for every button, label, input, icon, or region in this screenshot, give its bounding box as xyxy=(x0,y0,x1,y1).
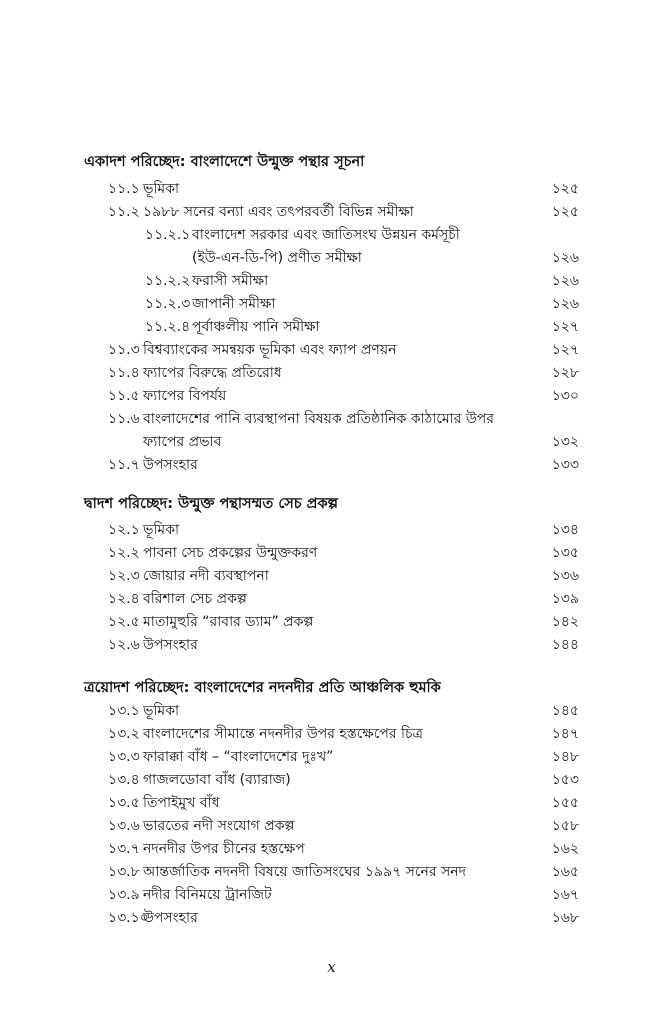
toc-entry xyxy=(0,293,663,316)
toc-entry-number: ১৩.৬ xyxy=(108,818,140,834)
toc-entry xyxy=(0,861,663,884)
toc-entry-page: ১৩৯ xyxy=(551,591,579,607)
toc-entry xyxy=(0,542,663,565)
toc-entry-number: ১৩.২ xyxy=(108,726,140,742)
toc-entry-page: ১৩২ xyxy=(551,434,579,450)
toc-entry-page: ১২৬ xyxy=(551,296,579,312)
toc-entry-number: ১৩.১ xyxy=(108,703,140,719)
toc-entry-title: বাংলাদেশের পানি ব্যবস্থাপনা বিষয়ক প্রতিষ্ঠানিক কাঠামোর উপর xyxy=(143,411,494,427)
toc-entry xyxy=(0,224,663,247)
toc-entry-number: ১২.৫ xyxy=(108,614,140,630)
toc-entry-number: ১১.৫ xyxy=(108,388,140,404)
toc-entry-number: ১৩.৩ xyxy=(108,749,140,765)
page-folio: x xyxy=(327,958,336,976)
toc-entry-number: ১১.৩ xyxy=(108,342,140,358)
toc-entry-page: ১৫৮ xyxy=(551,818,579,834)
toc-entry-number: ১৩.৫ xyxy=(108,795,140,811)
toc-entry-page: ১৫৫ xyxy=(551,795,579,811)
toc-entry-page: ১২৫ xyxy=(551,204,579,220)
toc-entry-title: ফ্যাপের বিপর্যয় xyxy=(143,388,227,404)
toc-entry xyxy=(0,907,663,930)
toc-entry-page: ১৩৫ xyxy=(551,545,579,561)
toc-entry-title: ভূমিকা xyxy=(143,703,180,719)
toc-entry-number: ১২.৪ xyxy=(108,591,140,607)
toc-entry xyxy=(0,792,663,815)
toc-entry-title: আন্তর্জাতিক নদনদী বিষয়ে জাতিসংঘের ১৯৯৭ সনের সনদ xyxy=(143,864,466,880)
toc-entry xyxy=(0,362,663,385)
toc-entry-page: ১৬৮ xyxy=(551,910,579,926)
toc-entry xyxy=(0,769,663,792)
chapter-heading-11: একাদশ পরিচ্ছেদ: বাংলাদেশে উন্মুক্ত পন্থার সূচনা xyxy=(84,154,365,170)
toc-entry-title: পাবনা সেচ প্রকল্পের উন্মুক্তকরণ xyxy=(143,545,318,561)
toc-entry-page: ১৪২ xyxy=(551,614,579,630)
toc-entry-number: ১৩.৯ xyxy=(108,887,140,903)
toc-entry-number: ১১.৪ xyxy=(108,365,140,381)
toc-entry xyxy=(0,723,663,746)
toc-entry-page: ১২৭ xyxy=(551,342,579,358)
toc-entry xyxy=(0,611,663,634)
toc-entry-title: তিপাইমুখ বাঁধ xyxy=(143,795,220,811)
toc-entry xyxy=(0,838,663,861)
toc-entry-number: ১২.১ xyxy=(108,522,140,538)
toc-entry xyxy=(0,454,663,477)
toc-entry-title: গাজলডোবা বাঁধ (ব্যারাজ) xyxy=(143,772,291,788)
toc-entry-title: ফ্যাপের বিরুদ্ধে প্রতিরোধ xyxy=(143,365,282,381)
toc-entry-page: ১২৮ xyxy=(551,365,579,381)
toc-entry-number: ১১.২.৩ xyxy=(145,296,191,312)
toc-entry-number: ১৩.১০ xyxy=(108,910,149,926)
toc-entry-number: ১২.৩ xyxy=(108,568,140,584)
toc-entry-number: ১১.৬ xyxy=(108,411,140,427)
toc-entry-number: ১১.২.১ xyxy=(145,227,191,243)
toc-entry-title: উপসংহার xyxy=(143,457,198,473)
toc-entry xyxy=(0,634,663,657)
toc-entry-number: ১২.২ xyxy=(108,545,140,561)
toc-entry-title: বরিশাল সেচ প্রকল্প xyxy=(143,591,247,607)
toc-entry-page: ১৬২ xyxy=(551,841,579,857)
toc-entry-title: বাংলাদেশের সীমান্তে নদনদীর উপর হস্তক্ষেপের চিত্র xyxy=(143,726,423,742)
toc-entry-page: ১৩৬ xyxy=(551,568,579,584)
toc-entry-page: ১২৬ xyxy=(551,273,579,289)
toc-entry-number: ১১.৭ xyxy=(108,457,140,473)
toc-entry-page: ১৬৫ xyxy=(551,864,579,880)
toc-entry xyxy=(0,270,663,293)
toc-entry-number: ১২.৬ xyxy=(108,637,140,653)
toc-entry-page: ১৪৮ xyxy=(551,749,579,765)
toc-entry-page: ১২৭ xyxy=(551,319,579,335)
toc-entry xyxy=(0,385,663,408)
toc-entry-number: ১১.২.৪ xyxy=(145,319,191,335)
chapter-heading-12: দ্বাদশ পরিচ্ছেদ: উন্মুক্ত পন্থাসম্মত সেচ প্রকল্প xyxy=(84,496,338,512)
toc-entry-title: উপসংহার xyxy=(143,910,198,926)
toc-entry-page: ১২৫ xyxy=(551,181,579,197)
toc-entry-page: ১৩৪ xyxy=(551,522,579,538)
toc-entry xyxy=(0,431,663,454)
toc-entry-title: উপসংহার xyxy=(143,637,198,653)
toc-entry xyxy=(0,201,663,224)
toc-entry-title: ফারাক্কা বাঁধ – “বাংলাদেশের দুঃখ” xyxy=(143,749,334,765)
toc-entry-page: ১৫৩ xyxy=(551,772,579,788)
toc-entry-title: বিশ্বব্যাংকের সমন্বয়ক ভূমিকা এবং ফ্যাপ প্রণয়ন xyxy=(143,342,397,358)
toc-entry xyxy=(0,408,663,431)
toc-entry xyxy=(0,178,663,201)
toc-entry-title: ফরাসী সমীক্ষা xyxy=(192,273,269,289)
toc-entry-number: ১১.২.২ xyxy=(145,273,191,289)
toc-entry xyxy=(0,815,663,838)
toc-entry-number: ১১.১ xyxy=(108,181,140,197)
toc-entry-number: ১৩.৭ xyxy=(108,841,140,857)
toc-entry xyxy=(0,884,663,907)
toc-entry-title: মাতামুহুরি “রাবার ড্যাম” প্রকল্প xyxy=(143,614,314,630)
toc-entry-title: ভূমিকা xyxy=(143,181,180,197)
toc-entry xyxy=(0,746,663,769)
toc-entry-title: বাংলাদেশ সরকার এবং জাতিসংঘ উন্নয়ন কর্মসূচী xyxy=(192,227,460,243)
toc-entry-number: ১৩.৪ xyxy=(108,772,140,788)
toc-entry-title: নদীর বিনিময়ে ট্রানজিট xyxy=(143,887,272,903)
toc-entry-page: ১৪৭ xyxy=(551,726,579,742)
toc-entry-title: পূর্বাঞ্চলীয় পানি সমীক্ষা xyxy=(192,319,320,335)
toc-entry-title: (ইউ-এন-ডি-পি) প্রণীত সমীক্ষা xyxy=(192,250,362,266)
toc-entry-number: ১৩.৮ xyxy=(108,864,140,880)
chapter-heading-13: ত্রয়োদশ পরিচ্ছেদ: বাংলাদেশের নদনদীর প্রতি আঞ্চলিক হুমকি xyxy=(84,680,441,696)
toc-entry-page: ১৪৪ xyxy=(551,637,579,653)
toc-entry xyxy=(0,700,663,723)
toc-entry-page: ১৩০ xyxy=(551,388,579,404)
toc-entry-number: ১১.২ xyxy=(108,204,140,220)
toc-entry-title: ফ্যাপের প্রভাব xyxy=(143,434,222,450)
toc-entry-title: ভারতের নদী সংযোগ প্রকল্প xyxy=(143,818,295,834)
toc-entry-page: ১৩৩ xyxy=(551,457,579,473)
toc-entry-page: ১২৬ xyxy=(551,250,579,266)
toc-entry-title: জোয়ার নদী ব্যবস্থাপনা xyxy=(143,568,269,584)
toc-entry-title: ১৯৮৮ সনের বন্যা এবং তৎপরবর্তী বিভিন্ন সমীক্ষা xyxy=(143,204,414,220)
toc-entry-page: ১৪৫ xyxy=(551,703,579,719)
toc-entry-title: জাপানী সমীক্ষা xyxy=(192,296,276,312)
toc-entry xyxy=(0,247,663,270)
toc-entry xyxy=(0,519,663,542)
toc-entry xyxy=(0,588,663,611)
toc-entry xyxy=(0,565,663,588)
toc-entry-title: ভূমিকা xyxy=(143,522,180,538)
toc-entry xyxy=(0,339,663,362)
toc-entry-title: নদনদীর উপর চীনের হস্তক্ষেপ xyxy=(143,841,305,857)
toc-entry-page: ১৬৭ xyxy=(551,887,579,903)
toc-entry xyxy=(0,316,663,339)
